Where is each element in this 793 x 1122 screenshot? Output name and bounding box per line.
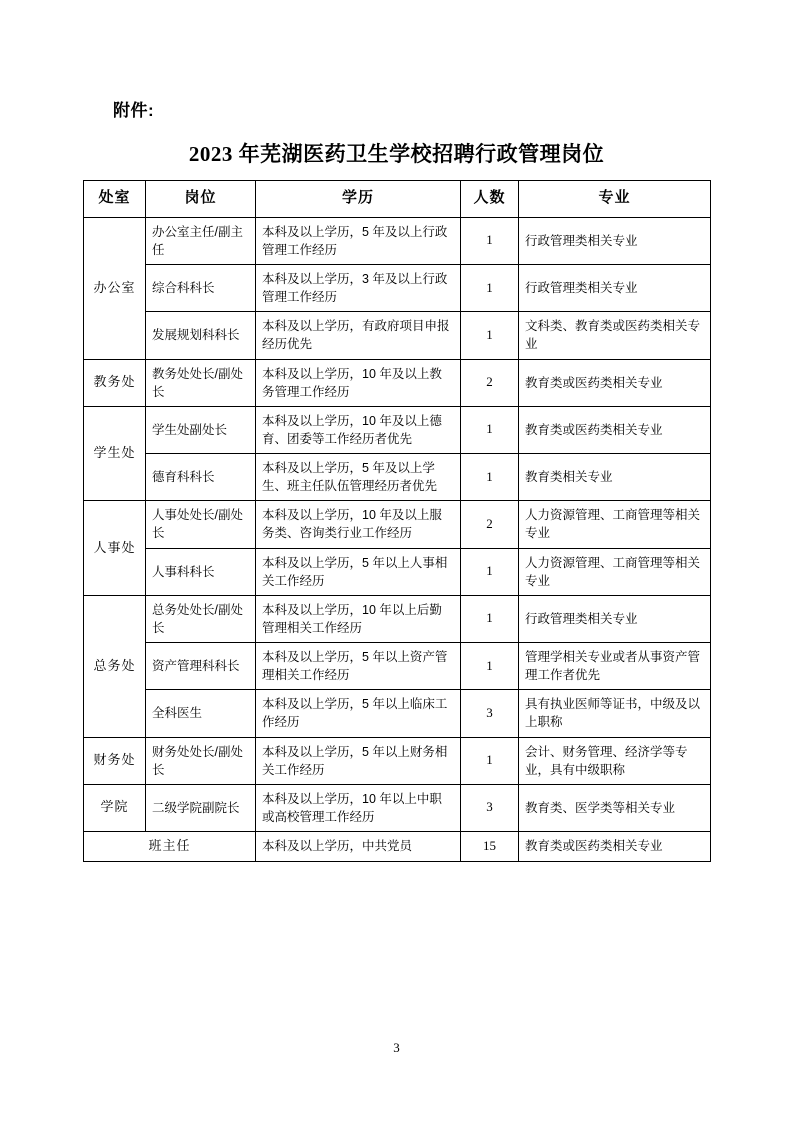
cell-post: 全科医生 xyxy=(146,690,256,737)
table-row xyxy=(84,406,711,453)
cell-count: 1 xyxy=(461,406,519,453)
cell-education: 本科及以上学历，10 年以上中职或高校管理工作经历 xyxy=(256,784,461,831)
cell-post: 教务处处长/副处长 xyxy=(146,359,256,406)
table-row xyxy=(84,784,711,831)
cell-education: 本科及以上学历，中共党员 xyxy=(256,832,461,862)
cell-education: 本科及以上学历，5 年及以上行政管理工作经历 xyxy=(256,217,461,264)
cell-major: 教育类或医药类相关专业 xyxy=(519,832,711,862)
cell-post: 人事处处长/副处长 xyxy=(146,501,256,548)
cell-department: 教务处 xyxy=(84,359,146,406)
cell-post: 总务处处长/副处长 xyxy=(146,595,256,642)
cell-education: 本科及以上学历，10 年以上后勤管理相关工作经历 xyxy=(256,595,461,642)
cell-count: 15 xyxy=(461,832,519,862)
cell-count: 3 xyxy=(461,784,519,831)
cell-department: 学生处 xyxy=(84,406,146,501)
table-body xyxy=(84,217,711,861)
cell-department: 人事处 xyxy=(84,501,146,596)
cell-department: 办公室 xyxy=(84,217,146,359)
cell-department: 学院 xyxy=(84,784,146,831)
table-row xyxy=(84,643,711,690)
cell-post: 综合科科长 xyxy=(146,265,256,312)
cell-major: 会计、财务管理、经济学等专业，具有中级职称 xyxy=(519,737,711,784)
cell-education: 本科及以上学历，5 年以上人事相关工作经历 xyxy=(256,548,461,595)
table-row xyxy=(84,312,711,359)
cell-department: 总务处 xyxy=(84,595,146,737)
table-row xyxy=(84,737,711,784)
cell-count: 1 xyxy=(461,454,519,501)
cell-major: 人力资源管理、工商管理等相关专业 xyxy=(519,548,711,595)
cell-post: 二级学院副院长 xyxy=(146,784,256,831)
table-row xyxy=(84,832,711,862)
recruitment-table xyxy=(83,180,711,862)
cell-post: 办公室主任/副主任 xyxy=(146,217,256,264)
cell-major: 行政管理类相关专业 xyxy=(519,217,711,264)
cell-major: 行政管理类相关专业 xyxy=(519,595,711,642)
cell-count: 1 xyxy=(461,595,519,642)
cell-post: 资产管理科科长 xyxy=(146,643,256,690)
table-row xyxy=(84,595,711,642)
cell-count: 1 xyxy=(461,643,519,690)
table-row xyxy=(84,690,711,737)
table-row xyxy=(84,548,711,595)
column-header-dept: 处室 xyxy=(84,181,146,218)
cell-major: 教育类或医药类相关专业 xyxy=(519,406,711,453)
cell-major: 人力资源管理、工商管理等相关专业 xyxy=(519,501,711,548)
cell-post: 学生处副处长 xyxy=(146,406,256,453)
cell-post: 人事科科长 xyxy=(146,548,256,595)
cell-education: 本科及以上学历，5 年及以上学生、班主任队伍管理经历者优先 xyxy=(256,454,461,501)
table-header-row xyxy=(84,181,711,218)
cell-major: 教育类、医学类等相关专业 xyxy=(519,784,711,831)
cell-count: 1 xyxy=(461,312,519,359)
cell-major: 行政管理类相关专业 xyxy=(519,265,711,312)
column-header-count: 人数 xyxy=(461,181,519,218)
cell-education: 本科及以上学历，有政府项目申报经历优先 xyxy=(256,312,461,359)
cell-major: 教育类相关专业 xyxy=(519,454,711,501)
cell-education: 本科及以上学历，3 年及以上行政管理工作经历 xyxy=(256,265,461,312)
page-title: 2023 年芜湖医药卫生学校招聘行政管理岗位 xyxy=(188,142,605,166)
cell-count: 3 xyxy=(461,690,519,737)
column-header-major: 专业 xyxy=(519,181,711,218)
cell-education: 本科及以上学历，10 年及以上服务类、咨询类行业工作经历 xyxy=(256,501,461,548)
cell-post: 发展规划科科长 xyxy=(146,312,256,359)
cell-post: 班主任 xyxy=(84,832,256,862)
table-row xyxy=(84,454,711,501)
cell-education: 本科及以上学历，10 年及以上德育、团委等工作经历者优先 xyxy=(256,406,461,453)
cell-count: 1 xyxy=(461,548,519,595)
cell-education: 本科及以上学历，5 年以上资产管理相关工作经历 xyxy=(256,643,461,690)
column-header-education: 学历 xyxy=(256,181,461,218)
page-number: 3 xyxy=(393,1040,400,1055)
cell-post: 财务处处长/副处长 xyxy=(146,737,256,784)
cell-count: 2 xyxy=(461,501,519,548)
table-row xyxy=(84,265,711,312)
table-row xyxy=(84,217,711,264)
cell-major: 教育类或医药类相关专业 xyxy=(519,359,711,406)
cell-major: 文科类、教育类或医药类相关专业 xyxy=(519,312,711,359)
cell-education: 本科及以上学历，5 年以上临床工作经历 xyxy=(256,690,461,737)
cell-department: 财务处 xyxy=(84,737,146,784)
attachment-label: 附件: xyxy=(113,101,155,120)
cell-post: 德育科科长 xyxy=(146,454,256,501)
table-row xyxy=(84,359,711,406)
cell-count: 1 xyxy=(461,217,519,264)
cell-education: 本科及以上学历，5 年以上财务相关工作经历 xyxy=(256,737,461,784)
cell-count: 2 xyxy=(461,359,519,406)
column-header-post: 岗位 xyxy=(146,181,256,218)
cell-major: 管理学相关专业或者从事资产管理工作者优先 xyxy=(519,643,711,690)
cell-count: 1 xyxy=(461,265,519,312)
table-row xyxy=(84,501,711,548)
cell-major: 具有执业医师等证书，中级及以上职称 xyxy=(519,690,711,737)
cell-count: 1 xyxy=(461,737,519,784)
cell-education: 本科及以上学历，10 年及以上教务管理工作经历 xyxy=(256,359,461,406)
